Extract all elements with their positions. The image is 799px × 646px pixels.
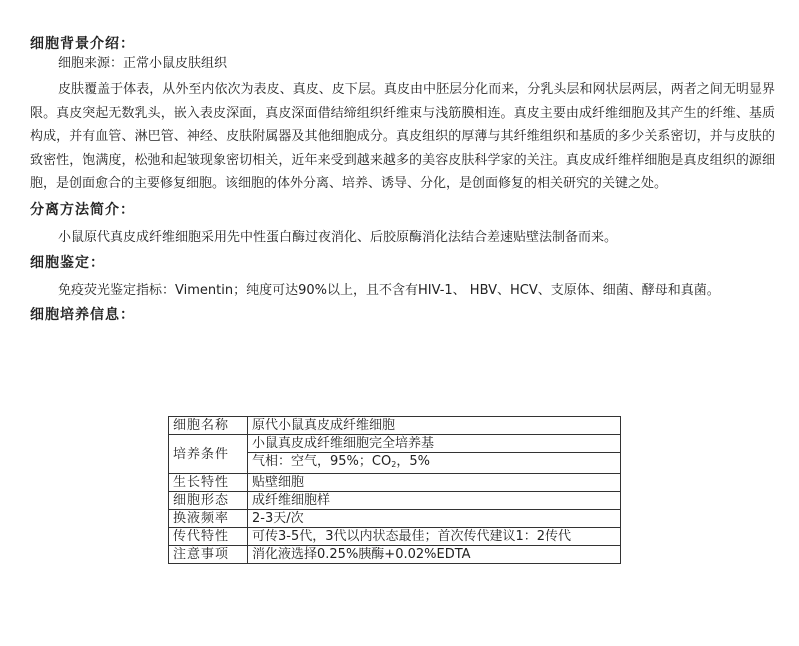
table-row — [169, 435, 621, 453]
row-value-gas — [248, 453, 621, 474]
gas-prefix-text: 气相：空气，95%；CO — [252, 454, 392, 469]
row-label-medium-change: 换液频率 — [169, 510, 248, 528]
row-label-conditions: 培养条件 — [169, 435, 248, 474]
row-value-medium-change: 2-3天/次 — [248, 510, 621, 528]
cell-source-line: 细胞来源：正常小鼠皮肤组织 — [58, 56, 228, 71]
row-value-passage: 可传3-5代，3代以内状态最佳；首次传代建议1：2传代 — [248, 528, 621, 546]
table-row — [169, 492, 621, 510]
table-row — [169, 417, 621, 435]
gas-subscript-text: 2 — [391, 460, 397, 469]
row-value-cell-name: 原代小鼠真皮成纤维细胞 — [248, 417, 621, 435]
table-row — [169, 474, 621, 492]
row-label-growth: 生长特性 — [169, 474, 248, 492]
gas-suffix-text: ，5% — [396, 454, 430, 469]
table-row — [169, 546, 621, 564]
row-value-notes: 消化液选择0.25%胰酶+0.02%EDTA — [248, 546, 621, 564]
section-heading-isolation: 分离方法简介： — [30, 201, 135, 218]
background-paragraph: 皮肤覆盖于体表，从外至内依次为表皮、真皮、皮下层。真皮由中胚层分化而来，分乳头层和网状层两层，两者之间无明显界限。真皮突起无数乳头，嵌入表皮深面，真皮深面借结缔组织纤维束与浅筋膜相连。真皮主要由成纤维细胞及其产生的纤维、基质构成，并有血管、淋巴管、神经、皮肤附属器及其他细胞成分。真皮组织的厚薄与其纤维组织和基质的多少关系密切，并与皮肤的致密性，饱满度，松弛和起皱现象密切相关，近年来受到越来越多的美容皮肤科学家的关注。真皮成纤维样细胞是真皮组织的源细胞，是创面愈合的主要修复细胞。该细胞的体外分离、培养、诱导、分化，是创面修复的相关研究的关键之处。 — [30, 82, 775, 191]
document-body — [30, 34, 775, 325]
table-row — [169, 528, 621, 546]
row-label-notes: 注意事项 — [169, 546, 248, 564]
table-row — [169, 510, 621, 528]
section-heading-culture: 细胞培养信息： — [30, 306, 135, 323]
identification-paragraph: 免疫荧光鉴定指标：Vimentin；纯度可达90%以上，且不含有HIV-1、 HBV、HCV、支原体、细菌、酵母和真菌。 — [58, 283, 720, 298]
row-label-passage: 传代特性 — [169, 528, 248, 546]
section-heading-identification: 细胞鉴定： — [30, 255, 105, 271]
row-label-cell-name: 细胞名称 — [169, 417, 248, 435]
culture-info-table — [168, 416, 621, 564]
row-value-growth: 贴壁细胞 — [248, 474, 621, 492]
isolation-paragraph: 小鼠原代真皮成纤维细胞采用先中性蛋白酶过夜消化、后胶原酶消化法结合差速贴壁法制备而来。 — [58, 229, 618, 245]
row-label-morphology: 细胞形态 — [169, 492, 248, 510]
row-value-morphology: 成纤维细胞样 — [248, 492, 621, 510]
row-value-medium: 小鼠真皮成纤维细胞完全培养基 — [248, 435, 621, 453]
section-heading-background: 细胞背景介绍： — [30, 36, 135, 52]
